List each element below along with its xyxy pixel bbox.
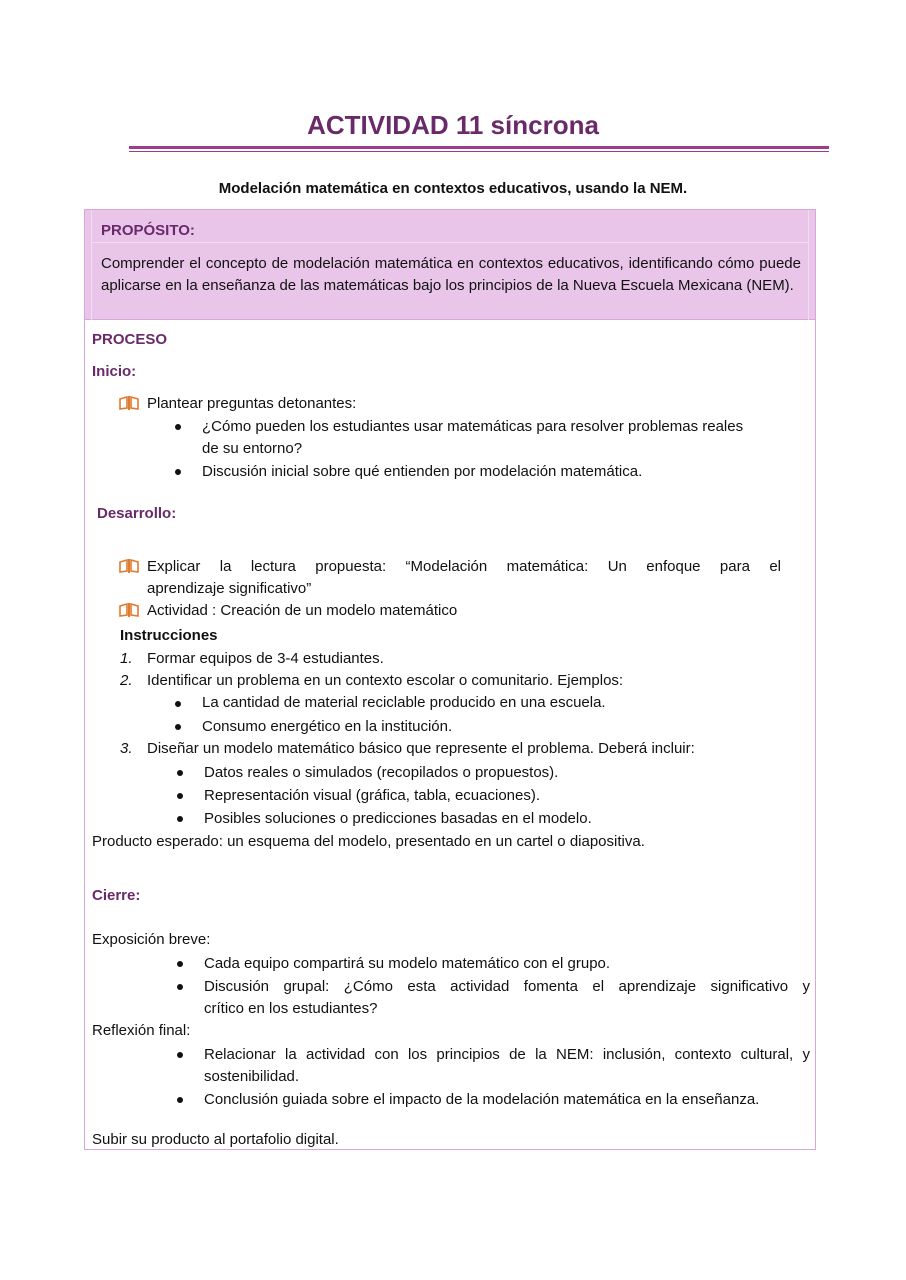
bullet-dot [175, 701, 181, 707]
include-2: Representación visual (gráfica, tabla, ecuaciones). [204, 787, 541, 804]
page-title: ACTIVIDAD 11 síncrona [307, 110, 599, 140]
bullet-dot [175, 724, 181, 730]
expected-product: Producto esperado: un esquema del modelo, presentado en un cartel o diapositiva. [92, 833, 645, 850]
purpose-box [85, 210, 815, 320]
inicio-heading: Inicio: [92, 363, 137, 380]
bullet-dot [177, 770, 183, 776]
desarrollo-item-1-cont: aprendizaje significativo” [147, 580, 312, 597]
bullet-dot [177, 793, 183, 799]
step-2: Identificar un problema en un contexto escolar o comunitario. Ejemplos: [147, 672, 624, 689]
bullet-dot [177, 984, 183, 990]
step-number: 2. [120, 672, 133, 689]
process-heading: PROCESO [92, 331, 168, 348]
book-icon [119, 559, 139, 573]
example-2: Consumo energético en la institución. [202, 718, 453, 735]
desarrollo-item-2: Actividad : Creación de un modelo matemático [147, 602, 458, 619]
exposicion-2: Discusión grupal: ¿Cómo esta actividad fomenta el aprendizaje significativo y [204, 978, 810, 995]
purpose-divider [91, 242, 809, 243]
step-3: Diseñar un modelo matemático básico que represente el problema. Deberá incluir: [147, 740, 695, 757]
reflexion-1-cont: sostenibilidad. [204, 1068, 300, 1085]
book-icon [119, 603, 139, 617]
instructions-heading: Instrucciones [120, 627, 218, 644]
inicio-bullet-1: ¿Cómo pueden los estudiantes usar matemáticas para resolver problemas reales [202, 418, 744, 435]
reflexion-2: Conclusión guiada sobre el impacto de la modelación matemática en la enseñanza. [204, 1091, 760, 1108]
include-3: Posibles soluciones o predicciones basadas en el modelo. [204, 810, 592, 827]
title-rule-thin [129, 151, 829, 152]
purpose-label: PROPÓSITO: [101, 222, 195, 239]
upload-instruction: Subir su producto al portafolio digital. [92, 1131, 339, 1148]
cierre-heading: Cierre: [92, 887, 141, 904]
title-rule [129, 146, 829, 149]
purpose-text: Comprender el concepto de modelación matemática en contextos educativos, identificando cómo puede aplicarse en la enseñanza de las matemáticas bajo los principios de la Nueva Escuela Mexicana (NEM). [101, 255, 801, 294]
book-icon [119, 396, 139, 410]
include-1: Datos reales o simulados (recopilados o propuestos). [204, 764, 559, 781]
purpose-inner-border-right [808, 210, 809, 320]
desarrollo-item-1: Explicar la lectura propuesta: “Modelación matemática: Un enfoque para el [147, 558, 781, 575]
exposicion-1: Cada equipo compartirá su modelo matemático con el grupo. [204, 955, 611, 972]
inicio-item: Plantear preguntas detonantes: [147, 395, 357, 412]
bullet-dot [177, 1097, 183, 1103]
bullet-dot [175, 424, 181, 430]
bullet-dot [177, 1052, 183, 1058]
exposicion-label: Exposición breve: [92, 931, 211, 948]
purpose-inner-border-left [91, 210, 92, 320]
bullet-dot [175, 469, 181, 475]
exposicion-2-cont: crítico en los estudiantes? [204, 1000, 378, 1017]
step-1: Formar equipos de 3-4 estudiantes. [147, 650, 384, 667]
desarrollo-heading: Desarrollo: [97, 505, 177, 522]
example-1: La cantidad de material reciclable producido en una escuela. [202, 694, 606, 711]
step-number: 3. [120, 740, 133, 757]
reflexion-label: Reflexión final: [92, 1022, 191, 1039]
inicio-bullet-2: Discusión inicial sobre qué entienden por modelación matemática. [202, 463, 643, 480]
reflexion-1: Relacionar la actividad con los principios de la NEM: inclusión, contexto cultural, y [204, 1046, 810, 1063]
inicio-bullet-1-cont: de su entorno? [202, 440, 303, 457]
bullet-dot [177, 961, 183, 967]
subtitle: Modelación matemática en contextos educativos, usando la NEM. [218, 180, 688, 197]
step-number: 1. [120, 650, 133, 667]
bullet-dot [177, 816, 183, 822]
